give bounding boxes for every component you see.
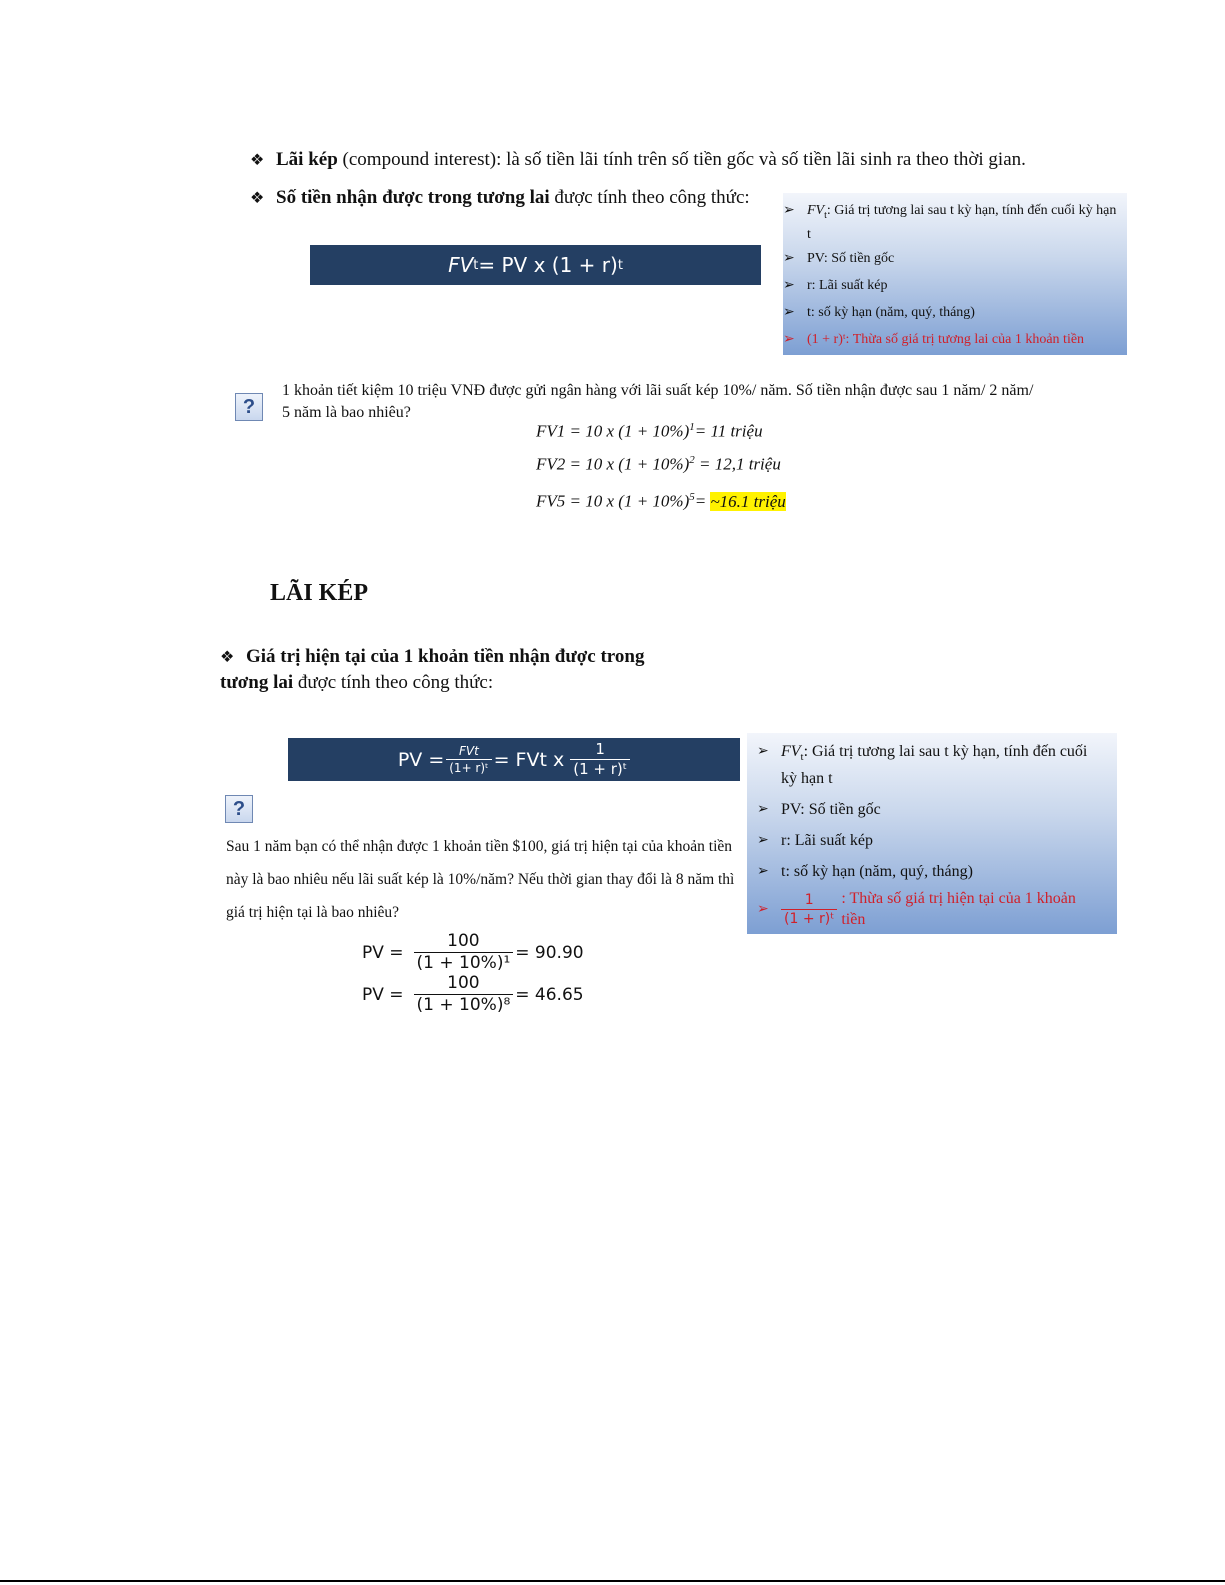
pv-legend-box	[747, 733, 1117, 934]
eq-equals: =	[694, 491, 711, 511]
fraction-denominator: (1 + r)ᵗ	[781, 909, 837, 926]
question-icon: ?	[225, 795, 253, 823]
section-heading: LÃI KÉP	[270, 580, 369, 606]
pv-formula-mid: = FVt x	[493, 748, 565, 771]
eq-exponent: 2	[689, 454, 695, 466]
fraction-denominator: (1 + 10%)¹	[414, 952, 514, 972]
question-icon: ?	[235, 393, 263, 421]
legend-item-pv	[783, 249, 1117, 268]
fv-subscript: t	[824, 209, 827, 221]
pv-symbol: PV =	[362, 984, 404, 1005]
fraction-denominator: (1+ r)ᵗ	[446, 759, 491, 774]
legend-item-r	[783, 276, 1117, 295]
legend-item-factor	[757, 888, 1107, 930]
fv-formula-rhs: = PV x (1 + r)	[478, 253, 618, 277]
eq-exponent: 1	[689, 421, 695, 433]
pv-fraction	[414, 933, 514, 972]
bullet-compound-interest	[250, 147, 1150, 174]
diamond-bullet-icon: ❖	[250, 152, 265, 169]
fraction-numerator: FVt	[459, 744, 479, 758]
arrow-bullet-icon: ➢	[757, 833, 769, 849]
legend-text: t: số kỳ hạn (năm, quý, tháng)	[781, 863, 973, 881]
eq-lhs: FV2 = 10 x (1 + 10%)	[536, 454, 690, 474]
legend-item-factor	[783, 330, 1117, 349]
arrow-bullet-icon: ➢	[783, 250, 795, 266]
legend-text: t: số kỳ hạn (năm, quý, tháng)	[807, 304, 975, 320]
legend-item-t	[757, 861, 1107, 882]
arrow-bullet-icon: ➢	[783, 304, 795, 320]
fv-formula-bar	[310, 245, 761, 285]
bullet-present-value	[220, 644, 690, 695]
fraction-numerator: 1	[595, 740, 605, 758]
fraction-denominator: (1 + 10%)⁸	[414, 994, 514, 1014]
arrow-bullet-icon: ➢	[757, 901, 769, 917]
pv-fraction-1	[446, 745, 491, 774]
fv1-equation	[536, 421, 763, 442]
fv-exponent: t	[617, 257, 623, 273]
eq-result: = 90.90	[515, 942, 584, 963]
term-lai-kep: Lãi kép	[276, 149, 338, 170]
pv-formula-bar	[288, 738, 740, 781]
legend-item-fv	[783, 201, 1117, 244]
pv-symbol: PV =	[362, 942, 404, 963]
formula-intro-text: được tính theo công thức:	[293, 672, 494, 693]
highlighted-result: ~16.1 triệu	[710, 491, 786, 511]
formula-intro-text: được tính theo công thức:	[549, 187, 750, 208]
pv-question-text: Sau 1 năm bạn có thể nhận được 1 khoản tiền $100, giá trị hiện tại của khoản tiền này là bao nhiêu nếu lãi suất kép là 10%/năm? Nếu thời gian thay đổi là 8 năm thì giá trị hiện tại là bao nhiêu?	[226, 838, 735, 921]
page-bottom-rule	[0, 1580, 1225, 1582]
fv-subscript: t	[800, 751, 804, 764]
fv5-equation	[536, 491, 786, 512]
eq-result: = 11 triệu	[694, 421, 763, 441]
arrow-bullet-icon: ➢	[783, 277, 795, 293]
legend-item-fv	[757, 741, 1107, 789]
legend-text: : Giá trị tương lai sau t kỳ hạn, tính đến cuối kỳ hạn t	[807, 203, 1117, 242]
legend-item-t	[783, 303, 1117, 322]
legend-text: r: Lãi suất kép	[807, 277, 888, 293]
pv-fraction	[414, 975, 514, 1014]
fraction-numerator: 100	[447, 931, 480, 951]
legend-item-pv	[757, 799, 1107, 820]
fv-legend-box	[783, 193, 1127, 355]
fv-question-text: 1 khoản tiết kiệm 10 triệu VNĐ được gửi ngân hàng với lãi suất kép 10%/ năm. Số tiền nhận được sau 1 năm/ 2 năm/ 5 năm là bao nhiêu?	[282, 382, 1034, 421]
fv2-equation	[536, 454, 781, 475]
eq-result: = 12,1 triệu	[694, 454, 781, 474]
pv-equation-1	[362, 933, 584, 972]
bullet-future-value	[250, 185, 810, 212]
eq-exponent: 5	[689, 491, 695, 503]
pv-fraction-2	[570, 742, 630, 777]
fv-symbol: FV	[781, 743, 801, 760]
legend-text: : Thừa số giá trị hiện tại của 1 khoản tiền	[841, 890, 1076, 929]
factor-fraction	[781, 893, 837, 926]
legend-text: : Giá trị tương lai sau t kỳ hạn, tính đến cuối kỳ hạn t	[781, 743, 1088, 788]
arrow-bullet-icon: ➢	[757, 802, 769, 818]
fraction-numerator: 1	[804, 891, 814, 908]
definition-text: (compound interest): là số tiền lãi tính trên số tiền gốc và số tiền lãi sinh ra theo thời gian.	[337, 149, 1026, 170]
fv-symbol: FV	[807, 203, 825, 218]
fraction-denominator: (1 + r)ᵗ	[570, 759, 630, 777]
legend-text: PV: Số tiền gốc	[781, 801, 881, 819]
pv-equation-2	[362, 975, 584, 1014]
diamond-bullet-icon: ❖	[220, 649, 235, 666]
eq-lhs: FV5 = 10 x (1 + 10%)	[536, 491, 690, 511]
diamond-bullet-icon: ❖	[250, 190, 265, 207]
fraction-numerator: 100	[447, 973, 480, 993]
arrow-bullet-icon: ➢	[757, 864, 769, 880]
eq-result: = 46.65	[515, 984, 584, 1005]
arrow-bullet-icon: ➢	[757, 744, 769, 759]
eq-lhs: FV1 = 10 x (1 + 10%)	[536, 421, 690, 441]
legend-text: PV: Số tiền gốc	[807, 250, 895, 266]
arrow-bullet-icon: ➢	[783, 331, 795, 347]
legend-text: r: Lãi suất kép	[781, 832, 873, 850]
term-future-value: Số tiền nhận được trong tương lai	[276, 187, 550, 208]
legend-text: (1 + r)ᵗ: Thừa số giá trị tương lai của 1 khoản tiền	[807, 331, 1085, 347]
fv-symbol: FV	[448, 253, 474, 277]
fv-subscript: t	[473, 257, 479, 273]
pv-symbol: PV =	[397, 748, 445, 771]
arrow-bullet-icon: ➢	[783, 203, 795, 218]
legend-item-r	[757, 830, 1107, 851]
term-present-value: Giá trị hiện tại của 1 khoản tiền nhận được trong tương lai	[220, 646, 645, 693]
